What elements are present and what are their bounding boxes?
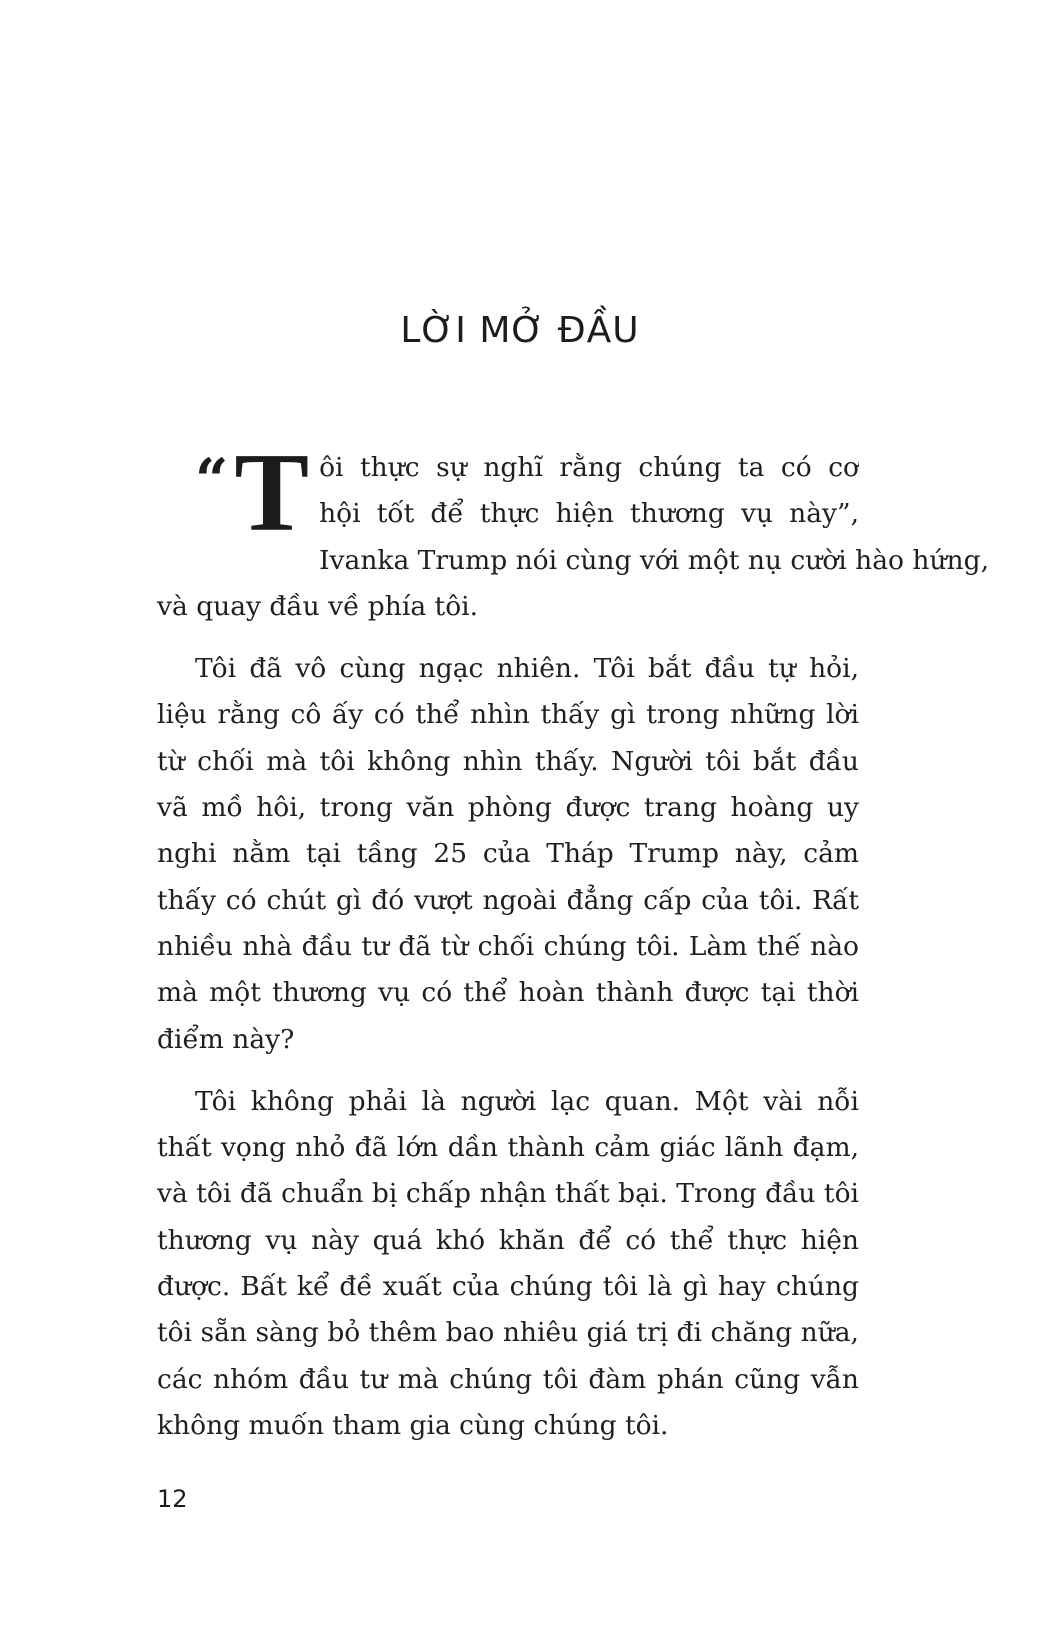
- open-quote-mark: “: [195, 446, 229, 514]
- page-number: 12: [157, 1485, 188, 1513]
- text-line: ôi thực sự nghĩ rằng chúng ta có cơ: [319, 452, 859, 483]
- drop-cap-block: [157, 431, 310, 555]
- body-text: [157, 431, 990, 1449]
- text-line: liệu rằng cô ấy có thể nhìn thấy gì trong những lời: [157, 699, 859, 731]
- text-line: các nhóm đầu tư mà chúng tôi đàm phán cũng vẫn: [157, 1363, 859, 1395]
- paragraph-3: [157, 1079, 859, 1449]
- text-line: và quay đầu về phía tôi.: [157, 590, 479, 622]
- text-line: tôi sẵn sàng bỏ thêm bao nhiêu giá trị đi chăng nữa,: [157, 1317, 859, 1349]
- text-line: Tôi không phải là người lạc quan. Một vài nỗi: [195, 1085, 859, 1117]
- text-line: được. Bất kể đề xuất của chúng tôi là gì hay chúng: [157, 1271, 859, 1303]
- drop-cap-lines: [319, 445, 859, 538]
- text-line: điểm này?: [157, 1023, 295, 1055]
- text-line: thất vọng nhỏ đã lớn dần thành cảm giác lãnh đạm,: [157, 1132, 859, 1164]
- text-line: vã mồ hôi, trong văn phòng được trang hoàng uy: [157, 792, 859, 824]
- text-line: Ivanka Trump nói cùng với một nụ cười hào hứng,: [319, 544, 990, 576]
- chapter-title: LỜI MỞ ĐẦU: [400, 310, 640, 351]
- text-line: và tôi đã chuẩn bị chấp nhận thất bại. Trong đầu tôi: [157, 1178, 859, 1210]
- text-line: nghi nằm tại tầng 25 của Tháp Trump này, cảm: [157, 838, 859, 870]
- text-line: nhiều nhà đầu tư đã từ chối chúng tôi. Làm thế nào: [157, 930, 859, 962]
- text-line: thương vụ này quá khó khăn để có thể thực hiện: [157, 1224, 859, 1256]
- text-line: không muốn tham gia cùng chúng tôi.: [157, 1409, 669, 1441]
- text-line: mà một thương vụ có thể hoàn thành được tại thời: [157, 977, 859, 1009]
- drop-cap-letter: T: [234, 431, 310, 555]
- paragraph-1: [157, 431, 990, 630]
- paragraph-2: [157, 646, 859, 1063]
- text-line: từ chối mà tôi không nhìn thấy. Người tôi bắt đầu: [157, 745, 859, 777]
- text-line: Tôi đã vô cùng ngạc nhiên. Tôi bắt đầu tự hỏi,: [195, 653, 859, 685]
- text-line: hội tốt để thực hiện thương vụ này”,: [319, 498, 859, 530]
- text-line: thấy có chút gì đó vượt ngoài đẳng cấp của tôi. Rất: [157, 884, 859, 916]
